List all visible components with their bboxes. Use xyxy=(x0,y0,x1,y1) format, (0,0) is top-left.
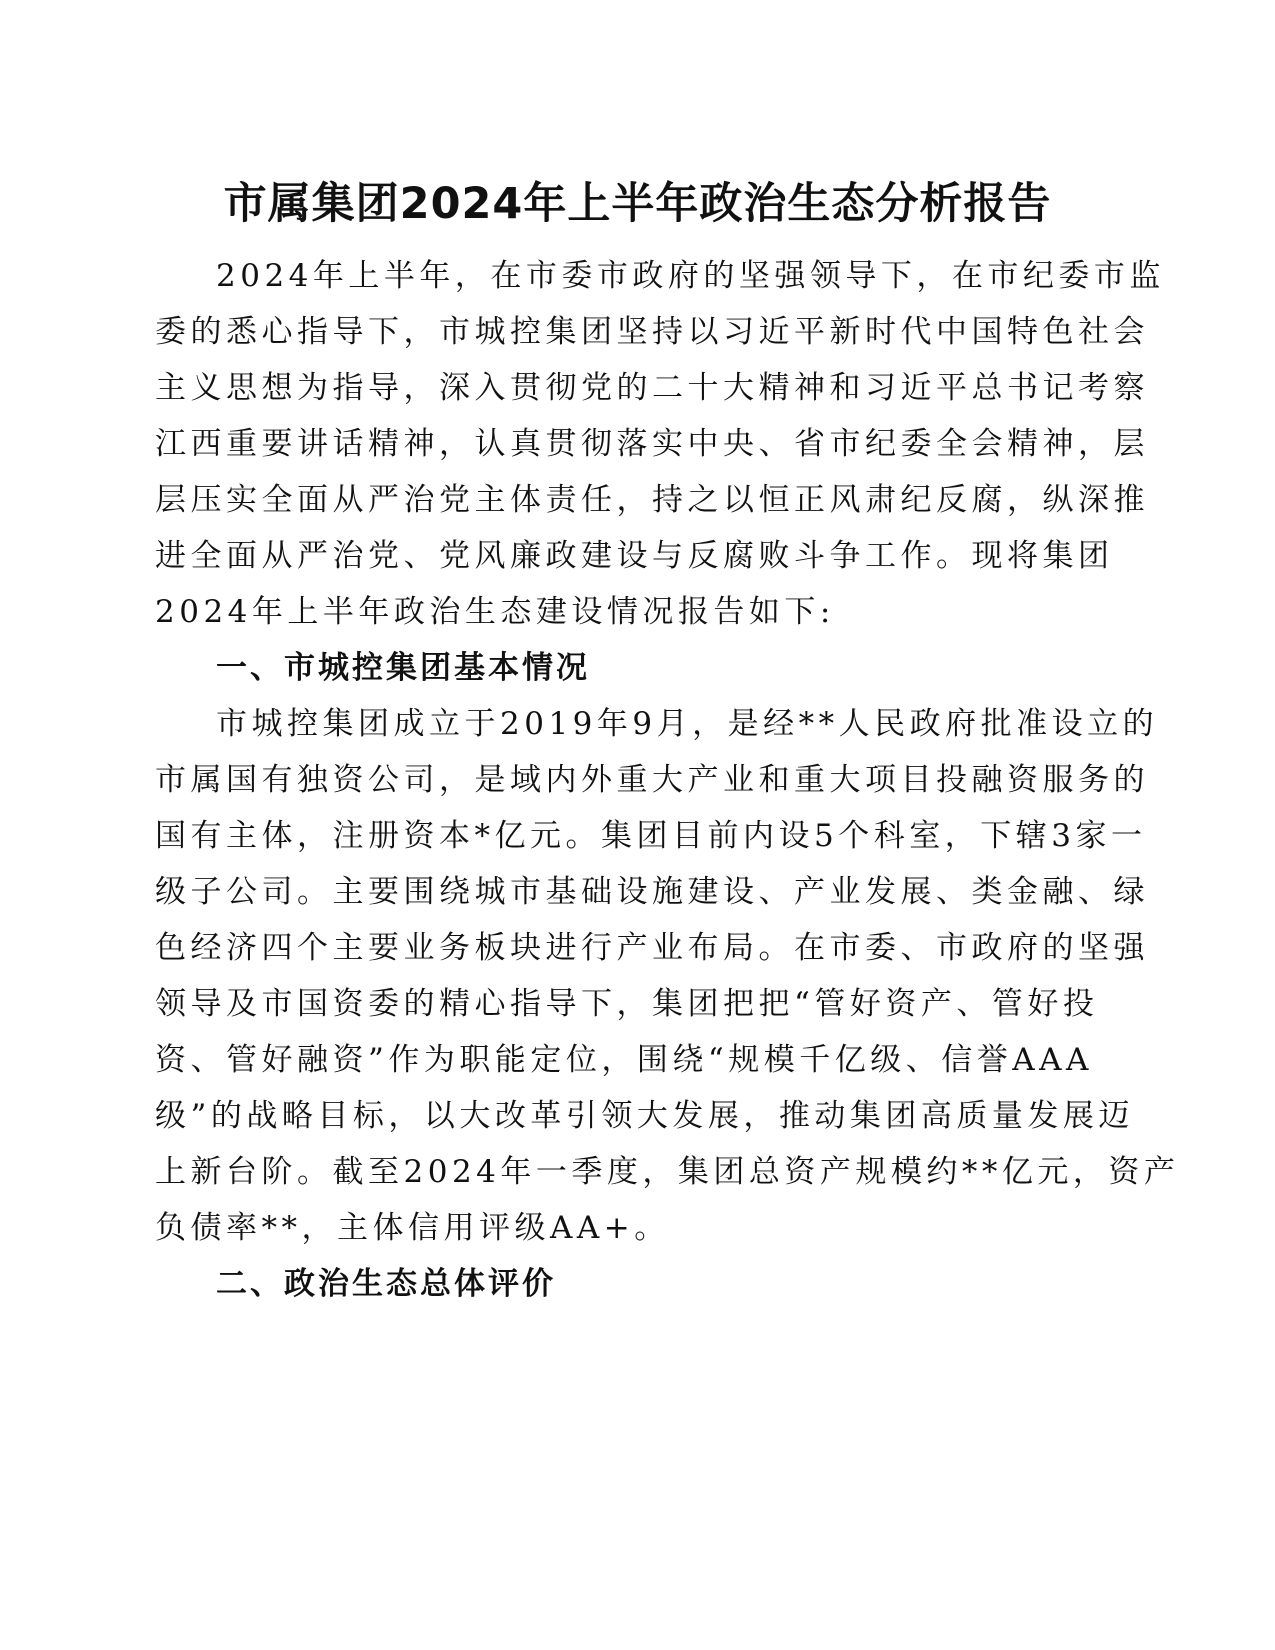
body-line-text: 主义思想为指导，深入贯彻党的二十大精神和习近平总书记考察 xyxy=(155,370,1149,406)
body-line xyxy=(0,1144,1275,1200)
body-line xyxy=(0,416,1275,472)
body-line xyxy=(0,528,1275,584)
body-line xyxy=(0,472,1275,528)
body-line xyxy=(0,304,1275,360)
body-line xyxy=(0,752,1275,808)
body-line-text: 市城控集团成立于2019年9月，是经**人民政府批准设立的 xyxy=(216,706,1159,742)
body-line-text: 资、管好融资”作为职能定位，围绕“规模千亿级、信誉AAA xyxy=(155,1042,1093,1078)
body-line xyxy=(0,584,1275,640)
body-line-text: 色经济四个主要业务板块进行产业布局。在市委、市政府的坚强 xyxy=(155,930,1149,966)
body-line xyxy=(0,864,1275,920)
section-heading-text: 一、市城控集团基本情况 xyxy=(216,650,590,686)
section-heading-1 xyxy=(0,640,1275,696)
body-line xyxy=(0,248,1275,304)
body-line xyxy=(0,1032,1275,1088)
body-line-text: 国有主体，注册资本*亿元。集团目前内设5个科室，下辖3家一 xyxy=(155,818,1147,854)
body-line-text: 负债率**，主体信用评级AA+。 xyxy=(155,1210,670,1246)
body-line xyxy=(0,1200,1275,1256)
document-title: 市属集团2024年上半年政治生态分析报告 xyxy=(223,179,1052,229)
section-heading-text: 二、政治生态总体评价 xyxy=(216,1266,556,1302)
body-line-text: 进全面从严治党、党风廉政建设与反腐败斗争工作。现将集团 xyxy=(155,538,1114,574)
body-line xyxy=(0,696,1275,752)
body-line-text: 层压实全面从严治党主体责任，持之以恒正风肃纪反腐，纵深推 xyxy=(155,482,1149,518)
body-line xyxy=(0,920,1275,976)
body-line-text: 2024年上半年，在市委市政府的坚强领导下，在市纪委市监 xyxy=(216,258,1165,294)
body-line-text: 江西重要讲话精神，认真贯彻落实中央、省市纪委全会精神，层 xyxy=(155,426,1149,462)
body-line-text: 级”的战略目标，以大改革引领大发展，推动集团高质量发展迈 xyxy=(155,1098,1134,1134)
body-line xyxy=(0,1088,1275,1144)
body-line xyxy=(0,808,1275,864)
body-line-text: 领导及市国资委的精心指导下，集团把把“管好资产、管好投 xyxy=(155,986,1099,1022)
body-line xyxy=(0,976,1275,1032)
body-line-text: 2024年上半年政治生态建设情况报告如下: xyxy=(155,594,835,630)
body-line-text: 委的悉心指导下，市城控集团坚持以习近平新时代中国特色社会 xyxy=(155,314,1149,350)
section-heading-2 xyxy=(0,1256,1275,1312)
body-line xyxy=(0,360,1275,416)
body-line-text: 级子公司。主要围绕城市基础设施建设、产业发展、类金融、绿 xyxy=(155,874,1149,910)
body-line-text: 市属国有独资公司，是域内外重大产业和重大项目投融资服务的 xyxy=(155,762,1149,798)
body-line-text: 上新台阶。截至2024年一季度，集团总资产规模约**亿元，资产 xyxy=(155,1154,1180,1190)
